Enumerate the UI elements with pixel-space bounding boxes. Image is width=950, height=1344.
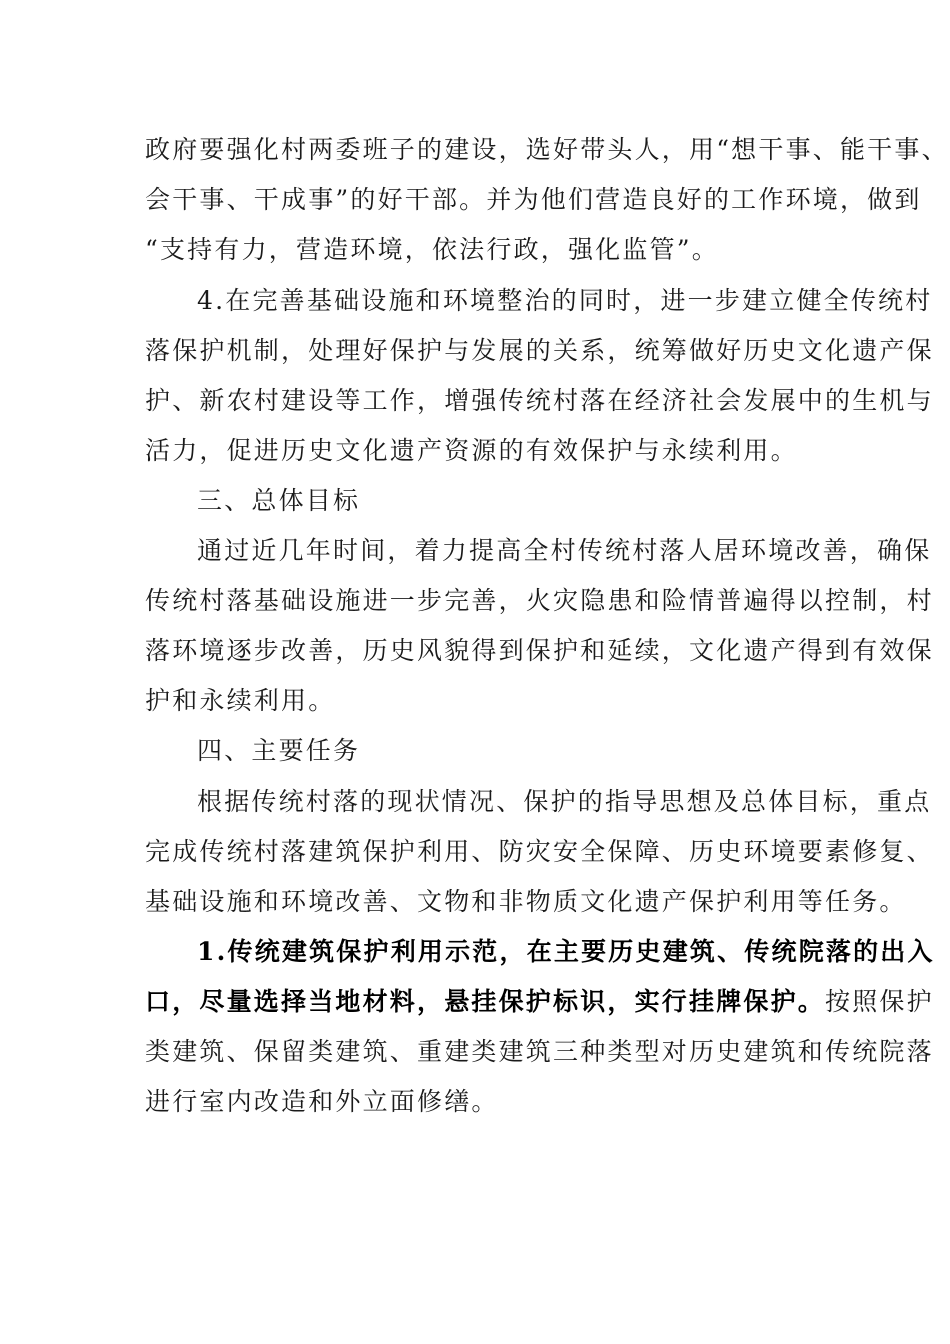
normal-text-span: 按照保护: [825, 987, 934, 1016]
paragraph-line: 通过近几年时间，着力提高全村传统村落人居环境改善，确保: [197, 536, 932, 565]
section-heading: 四、主要任务: [197, 736, 361, 765]
paragraph-line: 政府要强化村两委班子的建设，选好带头人，用“想干事、能干事、: [145, 135, 949, 164]
paragraph-line: 落保护机制，处理好保护与发展的关系，统筹做好历史文化遗产保: [145, 336, 934, 365]
paragraph-line: 4.在完善基础设施和环境整治的同时，进一步建立健全传统村: [197, 286, 933, 315]
paragraph-line: “支持有力，营造环境，依法行政，强化监管”。: [145, 235, 719, 264]
paragraph-line: 进行室内改造和外立面修缮。: [145, 1087, 499, 1116]
paragraph-line: 落环境逐步改善，历史风貌得到保护和延续，文化遗产得到有效保: [145, 636, 934, 665]
paragraph-line: 完成传统村落建筑保护利用、防灾安全保障、历史环境要素修复、: [145, 837, 934, 866]
mixed-paragraph-line: [145, 987, 934, 1017]
paragraph-line: 类建筑、保留类建筑、重建类建筑三种类型对历史建筑和传统院落: [145, 1037, 934, 1066]
paragraph-line: 传统村落基础设施进一步完善，火灾隐患和险情普遍得以控制，村: [145, 586, 934, 615]
paragraph-line: 根据传统村落的现状情况、保护的指导思想及总体目标，重点: [197, 787, 932, 816]
paragraph-line: 活力，促进历史文化遗产资源的有效保护与永续利用。: [145, 436, 798, 465]
bold-paragraph-line: 1.传统建筑保护利用示范，在主要历史建筑、传统院落的出入: [197, 937, 935, 966]
paragraph-line: 会干事、干成事”的好干部。并为他们营造良好的工作环境，做到: [145, 185, 922, 214]
paragraph-line: 护、新农村建设等工作，增强传统村落在经济社会发展中的生机与: [145, 386, 934, 415]
bold-text-span: 口，尽量选择当地材料，悬挂保护标识，实行挂牌保护。: [145, 987, 826, 1016]
paragraph-line: 护和永续利用。: [145, 686, 336, 715]
paragraph-line: 基础设施和环境改善、文物和非物质文化遗产保护利用等任务。: [145, 887, 907, 916]
section-heading: 三、总体目标: [197, 486, 361, 515]
